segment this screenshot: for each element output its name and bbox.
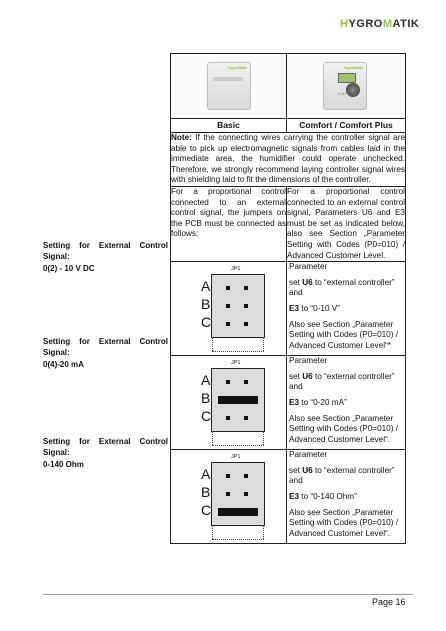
basic-device-label: HygroMatik	[227, 66, 247, 70]
comfort-device-image	[287, 54, 405, 118]
jumper-block	[211, 368, 265, 432]
section-range-voltage: 0(2) - 10 V DC	[43, 264, 95, 273]
page-number: Page 16	[372, 597, 406, 607]
param-set-line: set U6 to “external controller” and	[289, 277, 395, 298]
basic-photo-cell	[171, 54, 287, 119]
note-label: Note:	[171, 133, 192, 142]
jumper-diagram-current	[171, 356, 287, 450]
proportional-comfort: For a proportional control connected to an external control signal, Parameters U6 and E3 must be set as indicated below, also see Section „Parameter Setting with Codes (P0=010) / Advanced Customer Level.	[287, 186, 406, 261]
param-set-line: set U6 to “external controller” and	[289, 465, 395, 486]
jumper-diagram-resistance	[171, 450, 287, 544]
param-also-see: Also see Section „Parameter Setting with Codes (P0=010) / Advanced Customer Level“.	[289, 507, 399, 538]
param-set-line: set U6 to “external controller” and	[289, 371, 395, 392]
settings-table	[170, 53, 406, 544]
section-title-current: Setting for External Control Signal:	[43, 337, 168, 357]
section-range-resistance: 0-140 Ohm	[43, 460, 84, 469]
comfort-photo-cell	[287, 54, 406, 119]
param-e3-line: E3 to “0-10 V”	[289, 303, 340, 313]
param-heading: Parameter	[289, 450, 328, 460]
parameter-cell-resistance	[287, 450, 406, 544]
jumper-diagram-voltage	[171, 262, 287, 356]
parameter-cell-current	[287, 356, 406, 450]
param-e3-line: E3 to “0-140 Ohm”	[289, 491, 357, 501]
jumper-block	[211, 462, 265, 526]
param-heading: Parameter	[289, 262, 328, 272]
jumper-bridge-b	[218, 396, 258, 404]
basic-device-image	[171, 54, 286, 118]
param-also-see: Also see Section „Parameter Setting with Codes (P0=010) / Advanced Customer Level“.	[289, 413, 399, 444]
comfort-leds: ▪▪▪▪	[338, 91, 348, 96]
jumper-block	[211, 274, 265, 338]
jumper-title: JP1	[231, 266, 241, 273]
jumper-row-a: A	[201, 466, 211, 483]
jumper-row-b: B	[201, 296, 211, 313]
footer-divider	[43, 594, 413, 595]
brand-logo: HYGROMATIK	[340, 18, 420, 30]
jumper-row-c: C	[201, 502, 212, 519]
section-title-voltage: Setting for External Control Signal:	[43, 241, 168, 261]
proportional-basic: For a proportional control connected to an external control signal, the jumpers on the PCB must be connected as follows:	[171, 186, 287, 261]
jumper-row-b: B	[201, 390, 211, 407]
section-range-current: 0(4)-20 mA	[43, 360, 84, 369]
comfort-display	[338, 73, 356, 83]
jumper-row-c: C	[201, 408, 212, 425]
jumper-bridge-c	[218, 508, 258, 516]
note-text: If the connecting wires carrying the controller signal are able to pick up electromagnetic signals from cables laid in the immediate area, the humidifier could operate unchecked. Therefore, we strongly recommend laying controller signal wires with shielding laid to fit the dimensions of the controller.	[171, 133, 405, 185]
jumper-row-b: B	[201, 484, 211, 501]
jumper-row-a: A	[201, 372, 211, 389]
param-e3-line: E3 to “0-20 mA”	[289, 397, 347, 407]
column-header-basic: Basic	[171, 119, 287, 133]
jumper-title: JP1	[231, 454, 241, 461]
column-header-comfort: Comfort / Comfort Plus	[287, 119, 406, 133]
comfort-knob	[346, 83, 360, 97]
param-heading: Parameter	[289, 356, 328, 366]
parameter-cell-voltage	[287, 262, 406, 356]
comfort-device-label: HygroMatik	[343, 66, 363, 70]
section-title-resistance: Setting for External Control Signal:	[43, 437, 168, 457]
jumper-row-a: A	[201, 278, 211, 295]
param-also-see: Also see Section „Parameter Setting with Codes (P0=010) / Advanced Customer Level“*	[289, 319, 399, 350]
jumper-title: JP1	[231, 360, 241, 367]
note-paragraph	[171, 133, 406, 187]
jumper-row-c: C	[201, 314, 212, 331]
